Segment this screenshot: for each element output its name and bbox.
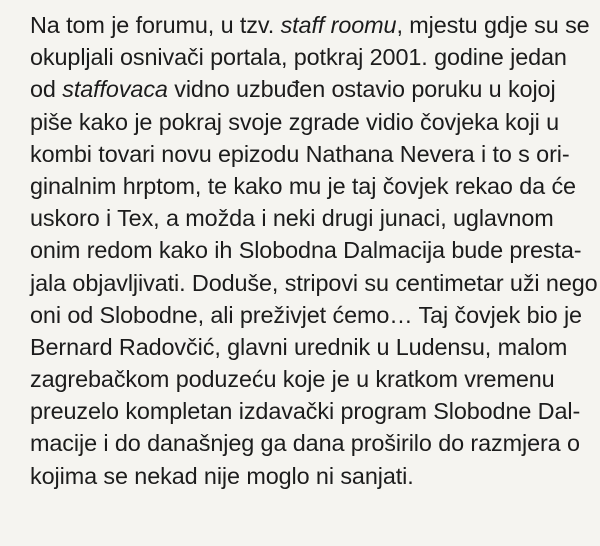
text-line: jala objavljivati. Doduše, stripovi su centimetar uži nego	[30, 269, 598, 296]
text-line: od staffovaca vidno uzbuđen ostavio poruku u kojoj	[30, 76, 556, 103]
text-line: kombi tovari novu epizodu Nathana Nevera i to s ori-	[30, 140, 570, 167]
text-line: Na tom je forumu, u tzv. staff roomu, mjestu gdje su se	[30, 12, 590, 38]
text-line: ginalnim hrptom, te kako mu je taj čovjek rekao da će	[30, 172, 576, 199]
text-line: uskoro i Tex, a možda i neki drugi junaci, uglavnom	[30, 205, 554, 232]
text-line: zagrebačkom poduzeću koje je u kratkom vremenu	[30, 366, 555, 393]
text-line: oni od Slobodne, ali preživjet ćemo… Taj čovjek bio je	[30, 301, 582, 328]
text-line: okupljali osnivači portala, potkraj 2001. godine jedan	[30, 44, 567, 71]
text-line: onim redom kako ih Slobodna Dalmacija bude presta-	[30, 237, 582, 264]
text-line: macije i do današnjeg ga dana proširilo do razmjera o	[30, 430, 580, 457]
text-line: piše kako je pokraj svoje zgrade vidio čovjeka koji u	[30, 108, 560, 135]
body-paragraph	[30, 9, 598, 492]
text-line: Bernard Radovčić, glavni urednik u Ludensu, malom	[30, 333, 568, 360]
text-line: kojima se nekad nije moglo ni sanjati.	[30, 462, 414, 489]
text-line: preuzelo kompletan izdavački program Slobodne Dal-	[30, 398, 581, 425]
